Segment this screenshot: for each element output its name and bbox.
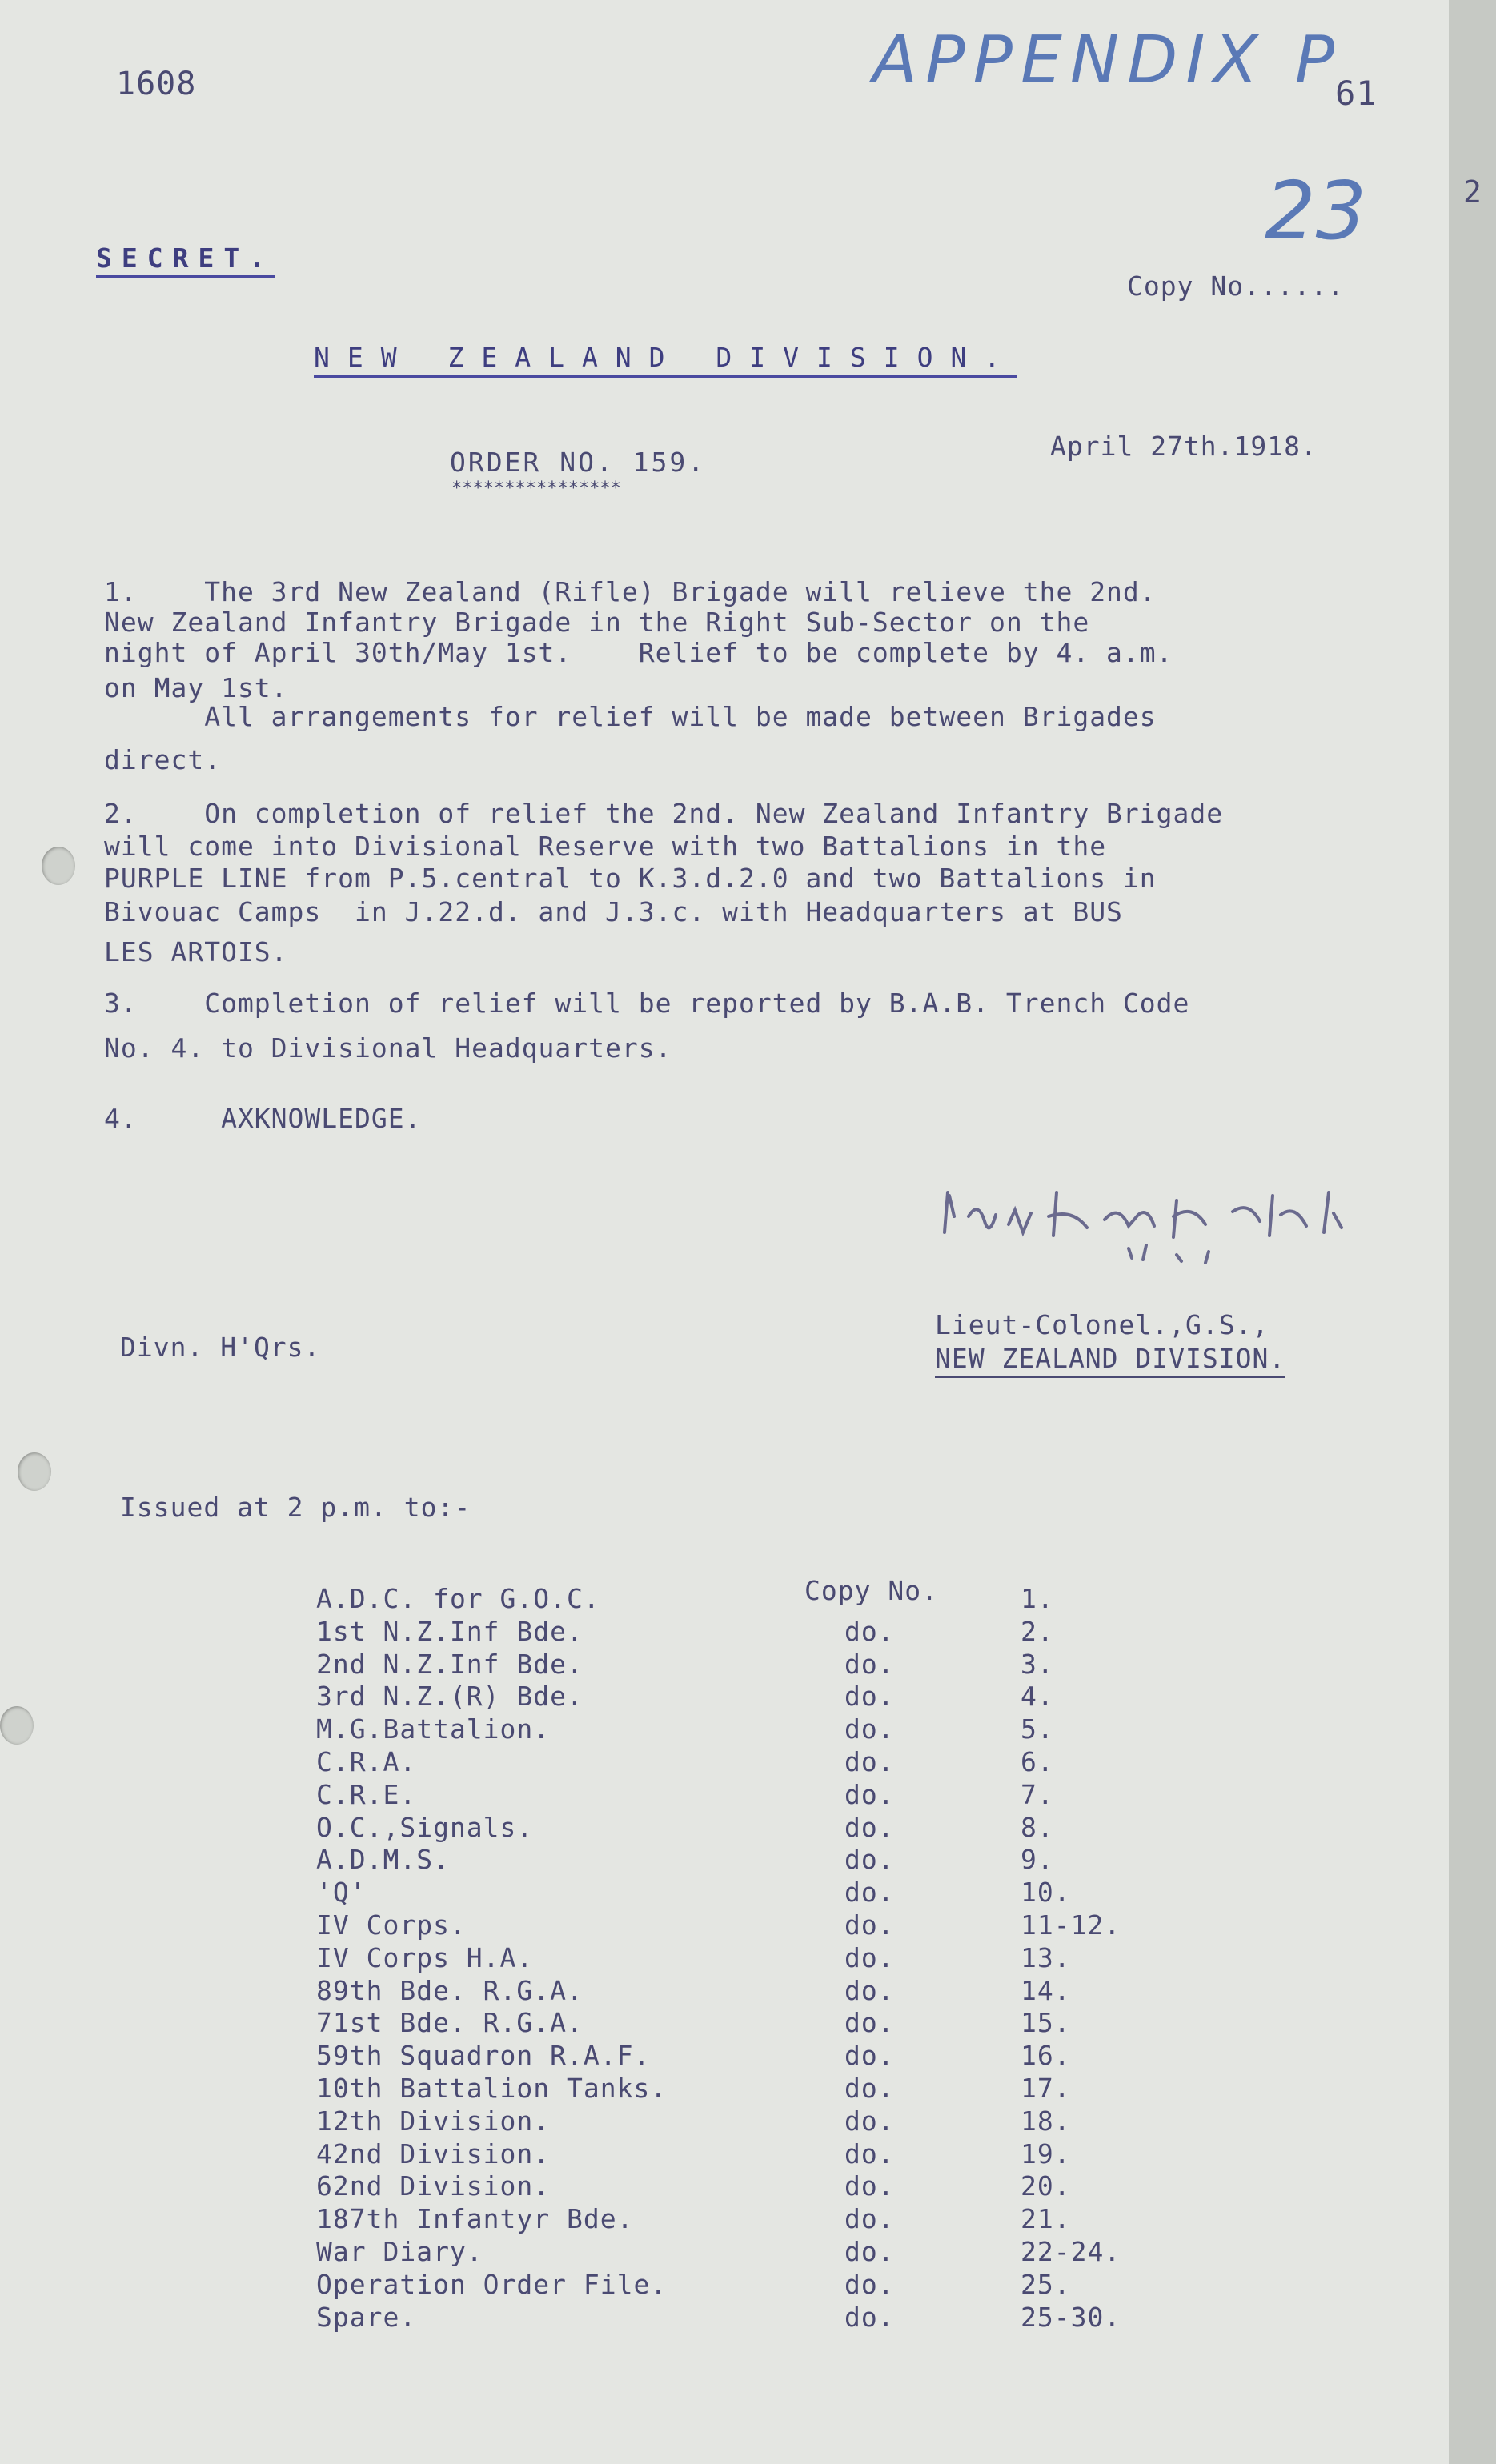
- ditto-mark: do.: [844, 2073, 895, 2104]
- punch-hole: [0, 1706, 34, 1745]
- para-4-acknowledge: 4. AXKNOWLEDGE.: [104, 1103, 422, 1134]
- distribution-row: [316, 1975, 1157, 2007]
- recipient: A.D.C. for G.O.C.: [316, 1583, 600, 1614]
- para-1-line-4: on May 1st.: [104, 672, 288, 703]
- distribution-row: [316, 1616, 1157, 1648]
- distribution-row: [316, 2302, 1157, 2334]
- stamp-number: 1608: [116, 66, 197, 102]
- para-3-line-1: 3. Completion of relief will be reported by B.A.B. Trench Code: [104, 988, 1190, 1019]
- corner-mark: 2: [1463, 174, 1482, 210]
- recipient: Operation Order File.: [316, 2268, 668, 2300]
- distribution-row: [316, 2073, 1157, 2105]
- distribution-row: [316, 1812, 1157, 1844]
- recipient: 59th Squadron R.A.F.: [316, 2040, 651, 2072]
- signature-unit: NEW ZEALAND DIVISION.: [935, 1343, 1285, 1374]
- recipient: C.R.E.: [316, 1778, 417, 1810]
- ditto-mark: do.: [844, 2236, 895, 2267]
- distribution-row: [316, 2236, 1157, 2268]
- copy-number: 4.: [1021, 1681, 1054, 1713]
- recipient: War Diary.: [316, 2236, 483, 2267]
- copy-number: 22-24.: [1021, 2236, 1121, 2267]
- copy-number: 5.: [1021, 1713, 1054, 1745]
- recipient: M.G.Battalion.: [316, 1713, 551, 1745]
- distribution-row: [316, 1681, 1157, 1713]
- recipient: 71st Bde. R.G.A.: [316, 2007, 584, 2039]
- secret-label: SECRET.: [96, 242, 275, 274]
- para-1-line-3: night of April 30th/May 1st. Relief to be complete by 4. a.m.: [104, 637, 1173, 668]
- copy-number: 11-12.: [1021, 1909, 1121, 1941]
- recipient: A.D.M.S.: [316, 1844, 450, 1876]
- distribution-row: [316, 1583, 1157, 1615]
- signature-rank: Lieut-Colonel.,G.S.,: [935, 1309, 1269, 1340]
- recipient: O.C.,Signals.: [316, 1811, 534, 1843]
- ditto-mark: do.: [844, 1648, 895, 1680]
- ditto-mark: do.: [844, 2137, 895, 2170]
- distribution-row: [316, 2203, 1157, 2235]
- ditto-mark: do.: [844, 2268, 895, 2300]
- copy-handwritten-number: 23: [1265, 164, 1367, 258]
- distribution-row: [316, 2138, 1157, 2170]
- copy-number: 25.: [1021, 2268, 1071, 2300]
- punch-hole: [18, 1452, 51, 1491]
- recipient: 89th Bde. R.G.A.: [316, 1974, 584, 2006]
- order-date: April 27th.1918.: [1050, 431, 1318, 462]
- order-number: ORDER NO. 159.: [450, 447, 707, 478]
- para-2-line-3: PURPLE LINE from P.5.central to K.3.d.2.0 and two Battalions in: [104, 863, 1157, 894]
- recipient: IV Corps H.A.: [316, 1941, 534, 1973]
- recipient: 2nd N.Z.Inf Bde.: [316, 1648, 584, 1680]
- para-1-line-2: New Zealand Infantry Brigade in the Right Sub-Sector on the: [104, 607, 1090, 638]
- distribution-row: [316, 1942, 1157, 1974]
- distribution-row: [316, 2105, 1157, 2137]
- ditto-mark: do.: [844, 1974, 895, 2006]
- distribution-row: [316, 1746, 1157, 1778]
- ditto-mark: do.: [844, 2170, 895, 2202]
- ditto-mark: do.: [844, 1909, 895, 1941]
- ditto-mark: do.: [844, 1681, 895, 1713]
- para-3-line-2: No. 4. to Divisional Headquarters.: [104, 1032, 672, 1064]
- copy-number: 16.: [1021, 2040, 1071, 2072]
- recipient: 42nd Division.: [316, 2137, 551, 2170]
- ditto-mark: do.: [844, 2007, 895, 2039]
- appendix-label: APPENDIX P: [872, 22, 1343, 98]
- copy-number: 6.: [1021, 1746, 1054, 1777]
- ditto-mark: do.: [844, 1713, 895, 1745]
- distribution-row: [316, 2170, 1157, 2202]
- distribution-row: [316, 1877, 1157, 1909]
- ditto-mark: do.: [844, 1615, 895, 1647]
- para-2-line-1: 2. On completion of relief the 2nd. New Zealand Infantry Brigade: [104, 798, 1224, 829]
- distribution-row: [316, 1844, 1157, 1876]
- page-number: 61: [1335, 74, 1378, 113]
- recipient: 10th Battalion Tanks.: [316, 2073, 668, 2104]
- para-2-line-2: will come into Divisional Reserve with two Battalions in the: [104, 831, 1107, 862]
- copy-number: 2.: [1021, 1615, 1054, 1647]
- para-1-line-5: All arrangements for relief will be made between Brigades: [104, 701, 1157, 732]
- copy-number: 8.: [1021, 1811, 1054, 1843]
- ditto-mark: do.: [844, 1746, 895, 1777]
- ditto-mark: do.: [844, 1811, 895, 1843]
- para-1-line-1: 1. The 3rd New Zealand (Rifle) Brigade will relieve the 2nd.: [104, 576, 1157, 607]
- distribution-row: [316, 1779, 1157, 1811]
- copy-number: 19.: [1021, 2137, 1071, 2170]
- recipient: 'Q': [316, 1877, 367, 1909]
- copy-number: 15.: [1021, 2007, 1071, 2039]
- recipient: 62nd Division.: [316, 2170, 551, 2202]
- recipient: 187th Infantyr Bde.: [316, 2203, 634, 2235]
- copy-no-line: Copy No......: [1127, 270, 1345, 302]
- copy-number: 25-30.: [1021, 2301, 1121, 2333]
- punch-hole: [42, 847, 75, 885]
- divisional-hq: Divn. H'Qrs.: [120, 1332, 321, 1363]
- distribution-row: [316, 1649, 1157, 1681]
- copy-number: 7.: [1021, 1778, 1054, 1810]
- recipient: 1st N.Z.Inf Bde.: [316, 1615, 584, 1647]
- para-2-line-4: Bivouac Camps in J.22.d. and J.3.c. with Headquarters at BUS: [104, 896, 1123, 928]
- ditto-mark: do.: [844, 2203, 895, 2235]
- signature-mark: [937, 1168, 1385, 1288]
- ditto-mark: do.: [844, 2105, 895, 2137]
- copy-number: 14.: [1021, 1974, 1071, 2006]
- ditto-mark: do.: [844, 2301, 895, 2333]
- copy-number: 10.: [1021, 1877, 1071, 1909]
- copy-number: 20.: [1021, 2170, 1071, 2202]
- next-page-edge: [1449, 0, 1496, 2464]
- recipient: Spare.: [316, 2301, 417, 2333]
- copy-number: 1.: [1021, 1583, 1054, 1614]
- recipient: 3rd N.Z.(R) Bde.: [316, 1681, 584, 1713]
- recipient: IV Corps.: [316, 1909, 467, 1941]
- order-underline: ****************: [451, 479, 621, 499]
- ditto-mark: do.: [844, 2040, 895, 2072]
- para-2-line-5: LES ARTOIS.: [104, 936, 288, 968]
- ditto-mark: do.: [844, 1844, 895, 1876]
- distribution-row: [316, 2007, 1157, 2039]
- copy-number: 13.: [1021, 1941, 1071, 1973]
- distribution-row: [316, 2269, 1157, 2301]
- distribution-row: [316, 2040, 1157, 2072]
- copy-no-header: Copy No.: [804, 1575, 938, 1606]
- copy-number: 17.: [1021, 2073, 1071, 2104]
- ditto-mark: do.: [844, 1941, 895, 1973]
- ditto-mark: do.: [844, 1778, 895, 1810]
- distribution-row: [316, 1713, 1157, 1745]
- para-1-line-6: direct.: [104, 744, 222, 775]
- issued-line: Issued at 2 p.m. to:-: [120, 1492, 471, 1523]
- ditto-mark: do.: [844, 1877, 895, 1909]
- recipient: C.R.A.: [316, 1746, 417, 1777]
- copy-number: 21.: [1021, 2203, 1071, 2235]
- copy-number: 18.: [1021, 2105, 1071, 2137]
- distribution-row: [316, 1909, 1157, 1941]
- copy-number: 9.: [1021, 1844, 1054, 1876]
- recipient: 12th Division.: [316, 2105, 551, 2137]
- copy-number: 3.: [1021, 1648, 1054, 1680]
- division-heading: NEW ZEALAND DIVISION.: [314, 342, 1017, 373]
